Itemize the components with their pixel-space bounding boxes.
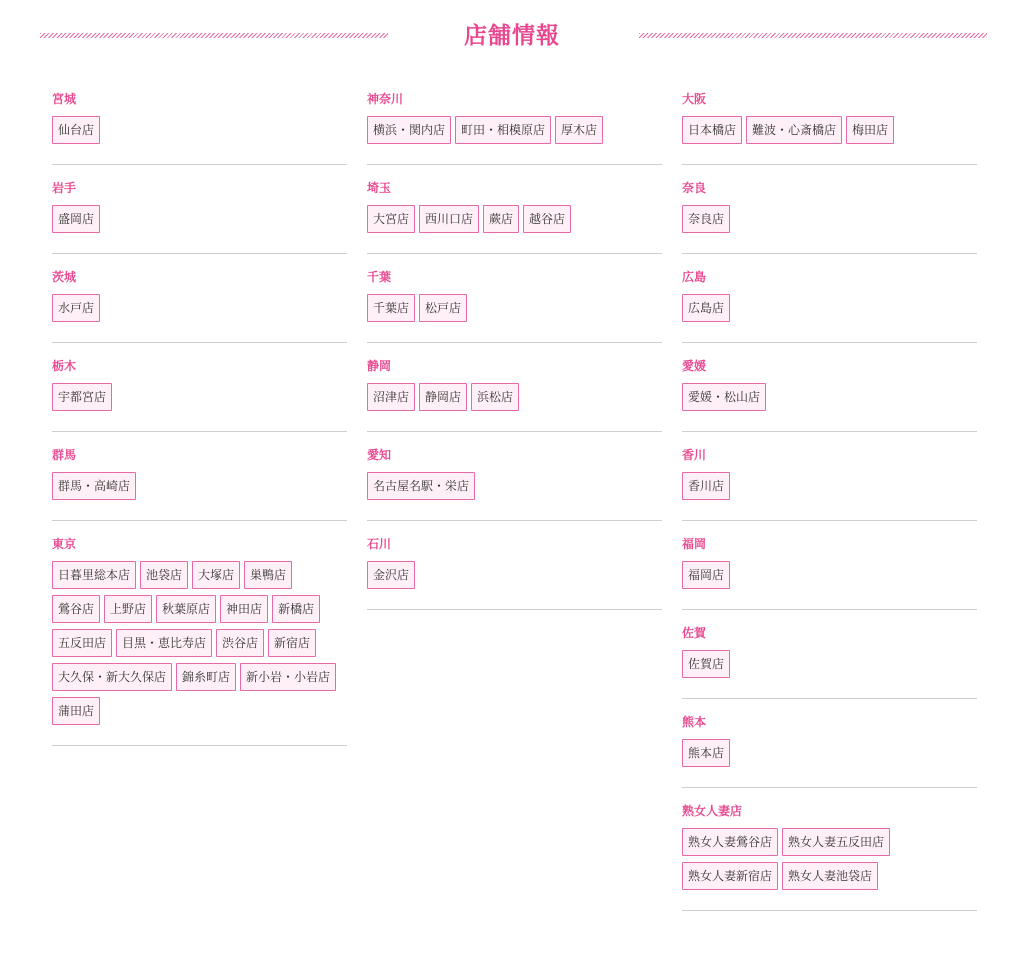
region-section <box>367 343 662 432</box>
store-list <box>367 472 662 506</box>
store-link[interactable]: 大久保・新大久保店 <box>52 663 172 691</box>
store-link[interactable]: 静岡店 <box>419 383 467 411</box>
region-section <box>367 165 662 254</box>
store-list <box>682 828 977 896</box>
region-name: 宮城 <box>52 92 77 106</box>
store-list <box>682 650 977 684</box>
region-name: 静岡 <box>367 359 392 373</box>
store-link[interactable]: 大宮店 <box>367 205 415 233</box>
store-list <box>682 561 977 595</box>
store-list <box>52 116 347 150</box>
store-link[interactable]: 錦糸町店 <box>176 663 236 691</box>
page-title: 店舗情報 <box>464 23 560 49</box>
store-link[interactable]: 秋葉原店 <box>156 595 216 623</box>
store-list <box>52 561 347 731</box>
store-list <box>682 383 977 417</box>
region-name: 神奈川 <box>367 92 404 106</box>
region-name: 福岡 <box>682 537 707 551</box>
store-link[interactable]: 上野店 <box>104 595 152 623</box>
store-link[interactable]: 金沢店 <box>367 561 415 589</box>
store-link[interactable]: 香川店 <box>682 472 730 500</box>
store-link[interactable]: 愛媛・松山店 <box>682 383 766 411</box>
store-list <box>682 472 977 506</box>
store-link[interactable]: 厚木店 <box>555 116 603 144</box>
store-list <box>367 561 662 595</box>
store-column <box>52 76 347 911</box>
store-link[interactable]: 梅田店 <box>846 116 894 144</box>
region-section <box>682 788 977 911</box>
region-name: 東京 <box>52 537 77 551</box>
store-list <box>52 294 347 328</box>
store-link[interactable]: 日本橋店 <box>682 116 742 144</box>
region-name: 茨城 <box>52 270 77 284</box>
region-section <box>682 521 977 610</box>
store-list <box>682 739 977 773</box>
store-link[interactable]: 熟女人妻池袋店 <box>782 862 878 890</box>
region-section <box>682 343 977 432</box>
store-link[interactable]: 大塚店 <box>192 561 240 589</box>
region-name: 栃木 <box>52 359 77 373</box>
store-list <box>367 116 662 150</box>
store-columns <box>52 76 977 911</box>
region-name: 奈良 <box>682 181 707 195</box>
store-link[interactable]: 水戸店 <box>52 294 100 322</box>
store-link[interactable]: 佐賀店 <box>682 650 730 678</box>
store-link[interactable]: 日暮里総本店 <box>52 561 136 589</box>
store-link[interactable]: 仙台店 <box>52 116 100 144</box>
store-link[interactable]: 町田・相模原店 <box>455 116 551 144</box>
region-section <box>682 254 977 343</box>
region-name: 広島 <box>682 270 707 284</box>
store-list <box>682 205 977 239</box>
store-list <box>367 294 662 328</box>
store-link[interactable]: 松戸店 <box>419 294 467 322</box>
store-link[interactable]: 沼津店 <box>367 383 415 411</box>
store-link[interactable]: 広島店 <box>682 294 730 322</box>
region-section <box>52 165 347 254</box>
store-list <box>52 205 347 239</box>
region-section <box>52 432 347 521</box>
hatch-divider-right <box>639 33 987 38</box>
store-link[interactable]: 池袋店 <box>140 561 188 589</box>
store-link[interactable]: 熟女人妻新宿店 <box>682 862 778 890</box>
region-name: 香川 <box>682 448 707 462</box>
region-section <box>52 254 347 343</box>
region-section <box>52 343 347 432</box>
store-link[interactable]: 群馬・高崎店 <box>52 472 136 500</box>
page-header <box>0 18 1024 54</box>
region-section <box>682 432 977 521</box>
store-link[interactable]: 蒲田店 <box>52 697 100 725</box>
store-link[interactable]: 越谷店 <box>523 205 571 233</box>
store-list <box>367 205 662 239</box>
region-section <box>367 521 662 610</box>
store-link[interactable]: 宇都宮店 <box>52 383 112 411</box>
region-section <box>682 76 977 165</box>
store-link[interactable]: 目黒・恵比寿店 <box>116 629 212 657</box>
store-link[interactable]: 熊本店 <box>682 739 730 767</box>
store-link[interactable]: 盛岡店 <box>52 205 100 233</box>
region-name: 大阪 <box>682 92 707 106</box>
region-name: 愛知 <box>367 448 392 462</box>
store-link[interactable]: 蕨店 <box>483 205 519 233</box>
store-list <box>52 383 347 417</box>
store-link[interactable]: 千葉店 <box>367 294 415 322</box>
region-section <box>52 76 347 165</box>
store-link[interactable]: 新小岩・小岩店 <box>240 663 336 691</box>
store-link[interactable]: 鶯谷店 <box>52 595 100 623</box>
store-link[interactable]: 福岡店 <box>682 561 730 589</box>
store-list <box>682 116 977 150</box>
store-list <box>367 383 662 417</box>
region-name: 石川 <box>367 537 392 551</box>
store-link[interactable]: 渋谷店 <box>216 629 264 657</box>
region-section <box>52 521 347 746</box>
region-name: 愛媛 <box>682 359 707 373</box>
region-name: 熊本 <box>682 715 707 729</box>
store-link[interactable]: 浜松店 <box>471 383 519 411</box>
region-name: 千葉 <box>367 270 392 284</box>
store-link[interactable]: 新橋店 <box>272 595 320 623</box>
store-column <box>682 76 977 911</box>
store-link[interactable]: 熟女人妻五反田店 <box>782 828 890 856</box>
store-link[interactable]: 奈良店 <box>682 205 730 233</box>
store-link[interactable]: 新宿店 <box>268 629 316 657</box>
store-link[interactable]: 名古屋名駅・栄店 <box>367 472 475 500</box>
region-name: 岩手 <box>52 181 77 195</box>
store-link[interactable]: 五反田店 <box>52 629 112 657</box>
region-section <box>682 699 977 788</box>
store-column <box>367 76 662 911</box>
region-section <box>367 254 662 343</box>
store-link[interactable]: 熟女人妻鶯谷店 <box>682 828 778 856</box>
store-link[interactable]: 神田店 <box>220 595 268 623</box>
region-section <box>367 76 662 165</box>
store-link[interactable]: 巣鴨店 <box>244 561 292 589</box>
region-name: 熟女人妻店 <box>682 804 743 818</box>
region-section <box>367 432 662 521</box>
region-name: 佐賀 <box>682 626 707 640</box>
region-section <box>682 610 977 699</box>
store-link[interactable]: 難波・心斎橋店 <box>746 116 842 144</box>
store-list <box>52 472 347 506</box>
region-name: 群馬 <box>52 448 77 462</box>
store-link[interactable]: 横浜・関内店 <box>367 116 451 144</box>
region-name: 埼玉 <box>367 181 392 195</box>
store-list <box>682 294 977 328</box>
store-link[interactable]: 西川口店 <box>419 205 479 233</box>
region-section <box>682 165 977 254</box>
